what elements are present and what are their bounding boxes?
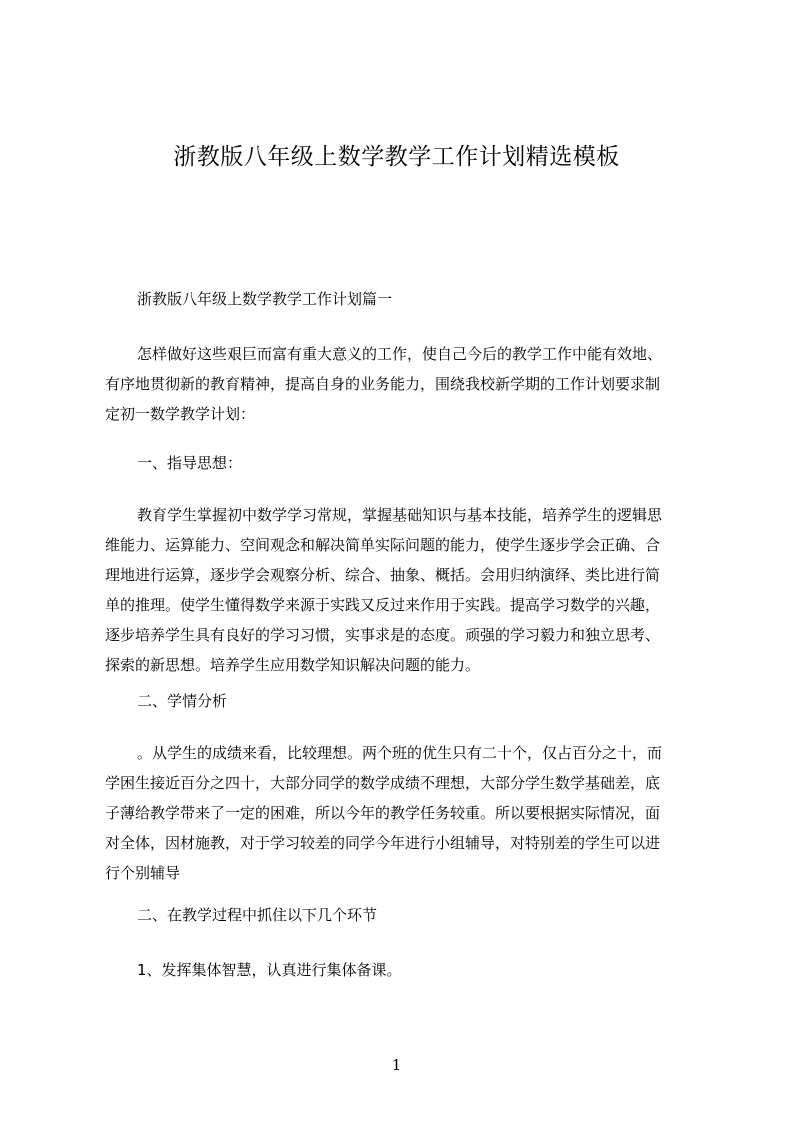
paragraph-line: 学困生接近百分之四十，大部分同学的数学成绩不理想，大部分学生数学基础差，底 (105, 774, 661, 792)
paragraph-line: 有序地贯彻新的教育精神，提高自身的业务能力，围绕我校新学期的工作计划要求制 (105, 375, 661, 393)
paragraph-line: 教育学生掌握初中数学学习常规，掌握基础知识与基本技能，培养学生的逻辑思 (137, 506, 663, 524)
section-heading-guiding-thought: 一、指导思想： (137, 454, 243, 472)
guiding-thought-paragraph (105, 504, 697, 684)
paragraph-line: 逐步培养学生具有良好的学习习惯，实事求是的态度。顽强的学习毅力和独立思考、 (105, 626, 661, 644)
paragraph-line: 对全体，因材施教，对于学习较差的同学今年进行小组辅导，对特别差的学生可以进 (105, 834, 661, 852)
paragraph-line: 理地进行运算，逐步学会观察分析、综合、抽象、概括。会用归纳演绎、类比进行简 (105, 566, 661, 584)
list-item-collective-lesson-prep: 1、发挥集体智慧，认真进行集体备课。 (137, 961, 402, 979)
page-number: 1 (391, 1056, 402, 1074)
document-title: 浙教版八年级上数学教学工作计划精选模板 (173, 144, 620, 170)
section-heading-student-analysis: 二、学情分析 (137, 692, 228, 710)
paragraph-line: 维能力、运算能力、空间观念和解决简单实际问题的能力，使学生逐步学会正确、合 (105, 536, 661, 554)
paragraph-line: 怎样做好这些艰巨而富有重大意义的工作，使自己今后的教学工作中能有效地、 (137, 345, 663, 363)
paragraph-line: 行个别辅导 (105, 864, 181, 882)
paragraph-line: 子薄给教学带来了一定的困难，所以今年的教学任务较重。所以要根据实际情况，面 (105, 804, 661, 822)
paragraph-line: 探索的新思想。培养学生应用数学知识解决问题的能力。 (105, 656, 481, 674)
document-subtitle: 浙教版八年级上数学教学工作计划篇一 (137, 290, 393, 308)
section-heading-teaching-process: 二、在教学过程中抓住以下几个环节 (137, 906, 378, 924)
paragraph-line: 定初一数学教学计划： (105, 405, 256, 423)
intro-paragraph (105, 343, 697, 433)
student-analysis-paragraph (105, 742, 697, 892)
paragraph-line: 。从学生的成绩来看，比较理想。两个班的优生只有二十个，仅占百分之十，而 (137, 744, 663, 762)
paragraph-line: 单的推理。使学生懂得数学来源于实践又反过来作用于实践。提高学习数学的兴趣， (105, 596, 661, 614)
